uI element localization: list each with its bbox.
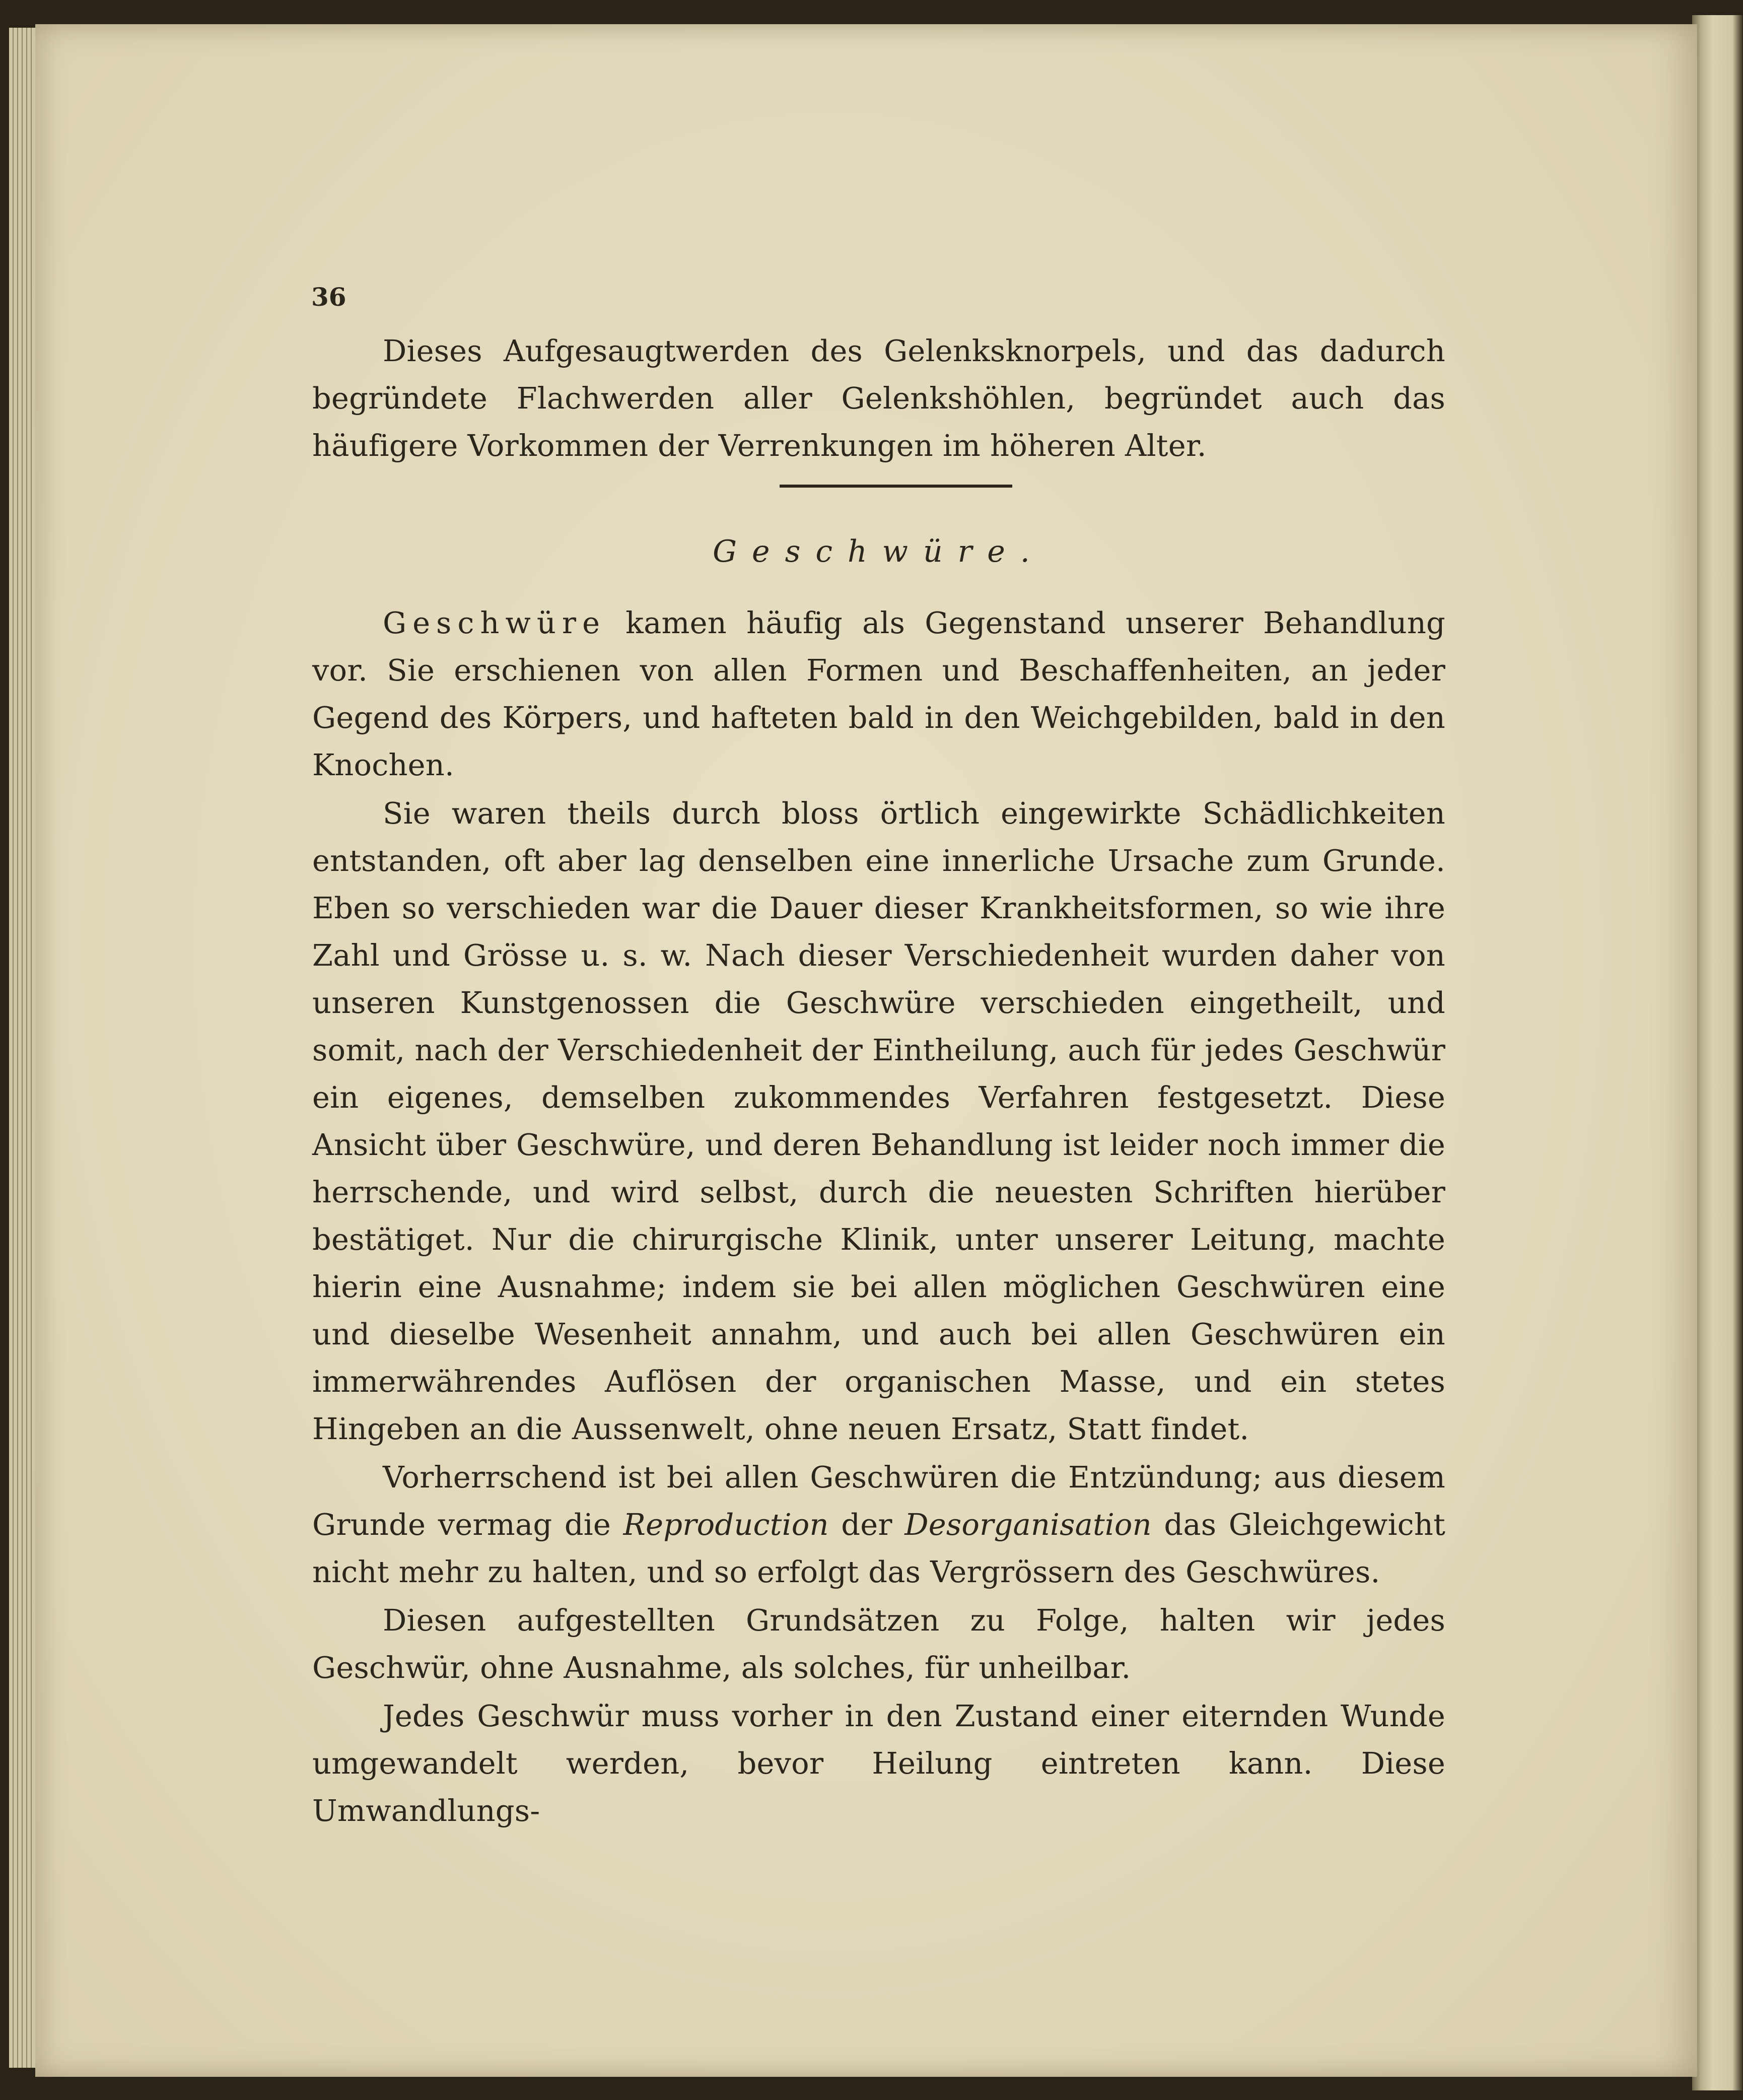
paragraph-3-italic-reproduction: Reproduction [623, 1507, 829, 1542]
paragraph-3-after: das Gleichgewicht nicht mehr zu halten, und so erfolgt das Vergrössern des Geschwüres. [312, 1507, 1445, 1589]
body-text [312, 599, 1445, 1835]
paragraph-3-before: Vorherrschend ist bei allen Geschwüren die Entzündung; aus diesem Grunde vermag die [312, 1460, 1445, 1542]
section-divider [780, 485, 1012, 488]
paragraph-2: Sie waren theils durch bloss örtlich eingewirkte Schädlichkeiten entstanden, oft aber lag denselben eine innerliche Ursache zum Grunde. Eben so verschieden war die Dauer dieser Krankheitsformen, so wie ihre Zahl und Grösse u. s. w. Nach dieser Verschiedenheit wurden daher von unseren Kunstgenossen die Geschwüre verschieden eingetheilt, und somit, nach der Verschiedenheit der Eintheilung, auch für jedes Geschwür ein eigenes, demselben zukommendes Verfahren festgesetzt. Diese Ansicht über Geschwüre, und deren Behandlung ist leider noch immer die herrschende, und wird selbst, durch die neuesten Schriften hierüber bestätiget. Nur die chirurgische Klinik, unter unserer Leitung, machte hierin eine Ausnahme; indem sie bei allen möglichen Geschwüren eine und dieselbe Wesenheit annahm, und auch bei allen Geschwüren ein immerwährendes Auflösen der organischen Masse, und ein stetes Hingeben an die Aussenwelt, ohne neuen Ersatz, Statt findet. [312, 796, 1445, 1446]
intro-paragraph-block [312, 312, 1445, 469]
paragraph-3-italic-desorganisation: Desorganisation [904, 1507, 1152, 1542]
intro-paragraph: Dieses Aufgesaugtwerden des Gelenksknorpels, und das dadurch begründete Flachwerden aller Gelenkshöhlen, begründet auch das häufigere Vorkommen der Verrenkungen im höheren Alter. [312, 333, 1445, 463]
paragraph-5: Jedes Geschwür muss vorher in den Zustand einer eiternden Wunde umgewandelt werden, bevor Heilung eintreten kann. Diese Umwandlungs- [312, 1699, 1445, 1828]
paragraph-1 [312, 599, 1445, 789]
paragraph-1-lead: Geschwüre [383, 605, 606, 640]
book-spine [1692, 15, 1742, 2090]
paragraph-3 [312, 1454, 1445, 1596]
paragraph-3-middle: der [828, 1507, 905, 1542]
paragraph-1-text: kamen häufig als Gegenstand unserer Behandlung vor. Sie erschienen von allen Formen und Beschaffenheiten, an jeder Gegend des Körpers, und hafteten bald in den Weichgebilden, bald in den Knochen. [312, 605, 1445, 782]
paragraph-4: Diesen aufgestellten Grundsätzen zu Folge, halten wir jedes Geschwür, ohne Ausnahme, als solches, für unheilbar. [312, 1603, 1445, 1685]
section-heading: Geschwüre. [713, 534, 1045, 569]
page-number: 36 [311, 282, 346, 312]
